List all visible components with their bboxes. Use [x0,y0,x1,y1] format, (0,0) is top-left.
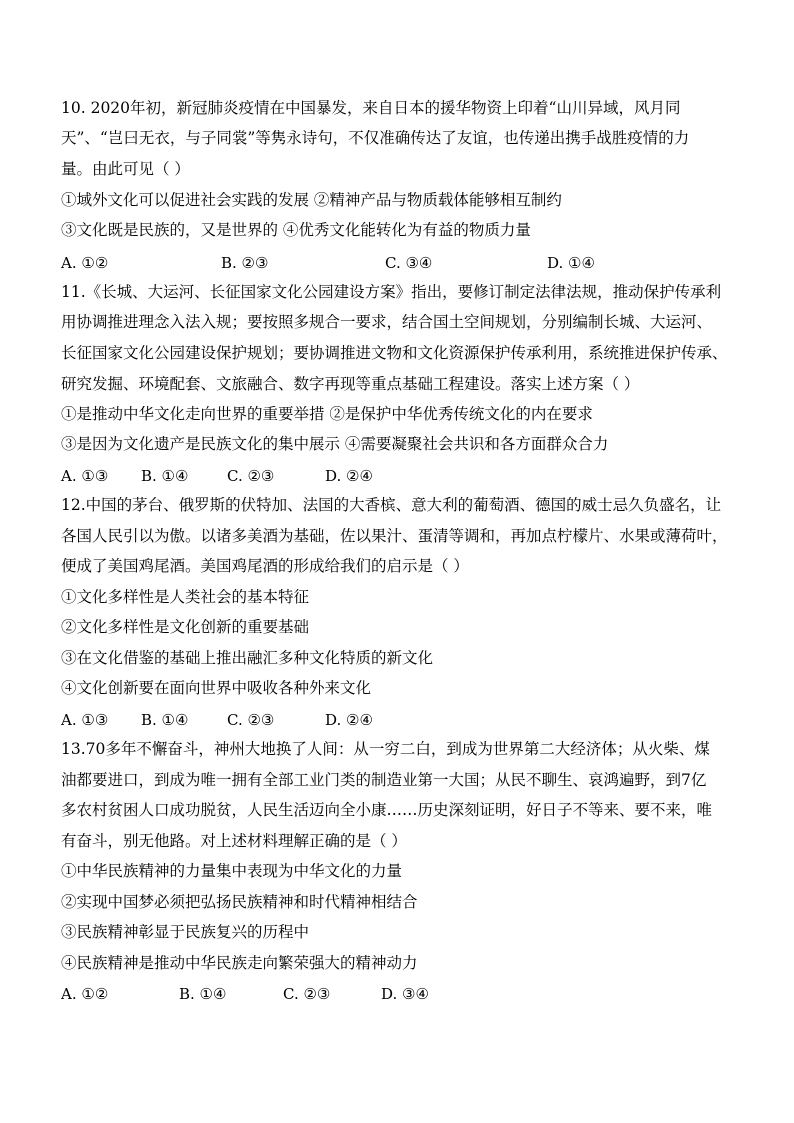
statement-item: ③是因为文化遗产是民族文化的集中展示 ④需要凝聚社会共识和各方面群众合力 [61,435,609,453]
question-stem-line: 10. 2020年初，新冠肺炎疫情在中国暴发，来自日本的援华物资上印着“山川异域，风月同 [61,99,681,117]
question-stem-line: 便成了美国鸡尾酒。美国鸡尾酒的形成给我们的启示是（ ） [61,557,469,575]
question-stem-line: 11.《长城、大运河、长征国家文化公园建设方案》指出，要修订制定法律法规，推动保护传承利 [61,283,722,301]
statement-item: ①是推动中华文化走向世界的重要举措 ②是保护中华优秀传统文化的内在要求 [61,405,593,423]
question-stem-line: 量。由此可见（ ） [61,160,190,178]
option-c[interactable]: C. ③④ [385,254,433,272]
option-a[interactable]: A. ①③ [61,711,109,729]
question-stem-line: 各国人民引以为傲。以诸多美酒为基础，佐以果汁、蛋清等调和，再加点柠檬片、水果或薄荷叶， [61,527,728,545]
statement-item: ③民族精神彰显于民族复兴的历程中 [61,923,310,941]
statement-item: ①域外文化可以促进社会实践的发展 ②精神产品与物质载体能够相互制约 [61,191,562,209]
option-d[interactable]: D. ②④ [325,467,373,485]
option-a[interactable]: A. ①③ [61,467,109,485]
statement-item: ①文化多样性是人类社会的基本特征 [61,588,310,606]
option-d[interactable]: D. ①④ [547,254,595,272]
option-a[interactable]: A. ①② [61,985,109,1003]
option-d[interactable]: D. ②④ [325,711,373,729]
question-stem-line: 研究发掘、环境配套、文旅融合、数字再现等重点基础工程建设。落实上述方案（ ） [61,375,640,393]
question-stem-line: 多农村贫困人口成功脱贫，人民生活迈向全小康……历史深刻证明，好日子不等来、要不来，唯 [61,801,713,819]
option-b[interactable]: B. ②③ [221,254,269,272]
option-a[interactable]: A. ①② [61,254,109,272]
option-c[interactable]: C. ②③ [283,985,331,1003]
statement-item: ④文化创新要在面向世界中吸收各种外来文化 [61,679,372,697]
statement-item: ②实现中国梦必须把弘扬民族精神和时代精神相结合 [61,893,418,911]
option-c[interactable]: C. ②③ [227,711,275,729]
question-stem-line: 用协调推进理念入法入规；要按照多规合一要求，结合国土空间规划，分别编制长城、大运河、 [61,313,713,331]
question-stem-line: 油都要进口，到成为唯一拥有全部工业门类的制造业第一大国；从民不聊生、哀鸿遍野，到7亿 [61,771,707,789]
statement-item: ③在文化借鉴的基础上推出融汇多种文化特质的新文化 [61,649,434,667]
option-b[interactable]: B. ①④ [141,711,189,729]
statement-item: ④民族精神是推动中华民族走向繁荣强大的精神动力 [61,954,418,972]
option-c[interactable]: C. ②③ [227,467,275,485]
question-stem-line: 天”、“岂曰无衣，与子同裳”等隽永诗句，不仅准确传达了友谊，也传递出携手战胜疫情的力 [61,129,690,147]
statement-item: ③文化既是民族的，又是世界的 ④优秀文化能转化为有益的物质力量 [61,221,531,239]
question-stem-line: 13.70多年不懈奋斗，神州大地换了人间：从一穷二白，到成为世界第二大经济体；从火柴、煤 [61,740,710,758]
option-b[interactable]: B. ①④ [141,467,189,485]
question-stem-line: 长征国家文化公园建设保护规划；要协调推进文物和文化资源保护传承利用，系统推进保护传承、 [61,344,728,362]
question-stem-line: 12.中国的茅台、俄罗斯的伏特加、法国的大香槟、意大利的葡萄酒、德国的威士忌久负盛名，让 [61,496,722,514]
option-d[interactable]: D. ③④ [381,985,429,1003]
statement-item: ②文化多样性是文化创新的重要基础 [61,618,310,636]
statement-item: ①中华民族精神的力量集中表现为中华文化的力量 [61,862,403,880]
question-stem-line: 有奋斗，别无他路。对上述材料理解正确的是（ ） [61,832,407,850]
option-b[interactable]: B. ①④ [179,985,227,1003]
